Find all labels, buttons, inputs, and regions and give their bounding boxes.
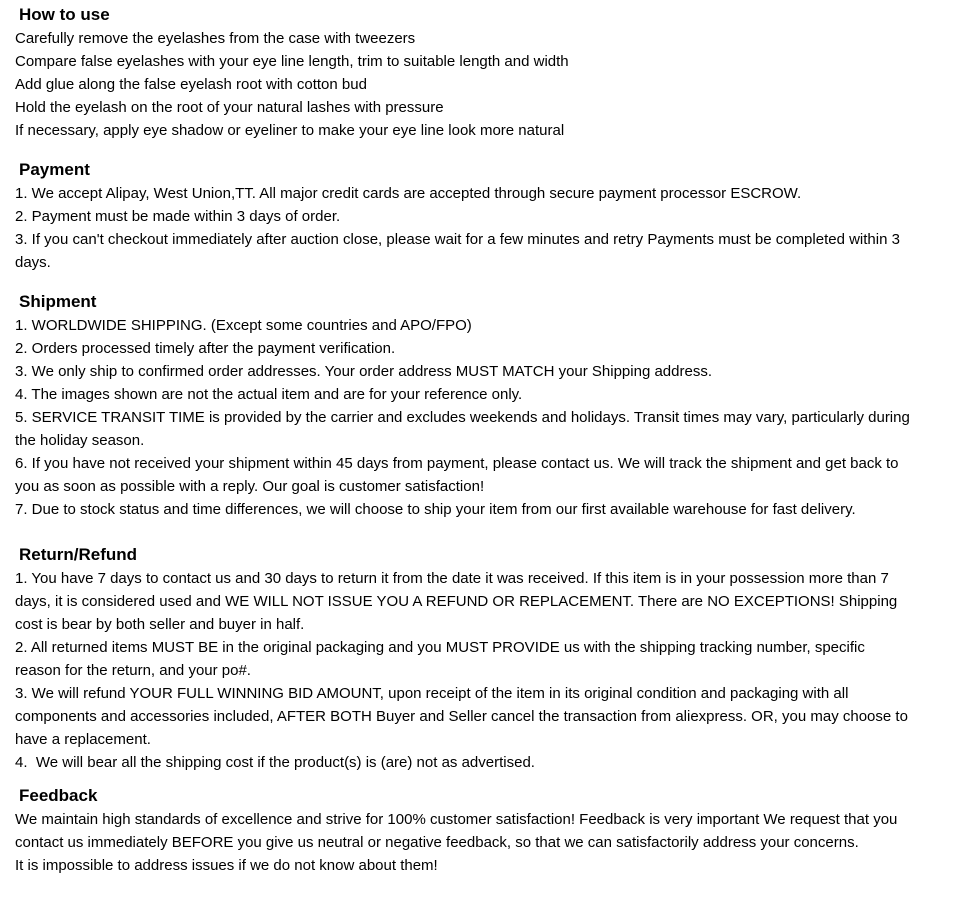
text-line: have a replacement.: [15, 731, 151, 748]
text-line: 2. Payment must be made within 3 days of order.: [15, 208, 341, 225]
section-shipment: [15, 290, 952, 521]
section-return-refund: [15, 543, 952, 774]
text-line: 3. We will refund YOUR FULL WINNING BID AMOUNT, upon receipt of the item in its original condition and packaging with all: [15, 685, 849, 702]
text-line: 3. We only ship to confirmed order addresses. Your order address MUST MATCH your Shipping address.: [15, 363, 712, 380]
text-line: Add glue along the false eyelash root with cotton bud: [15, 76, 367, 93]
section-heading-return-refund: Return/Refund: [19, 545, 138, 564]
section-payment: [15, 158, 952, 274]
text-line: the holiday season.: [15, 432, 145, 449]
section-feedback: [15, 784, 952, 877]
text-line: contact us immediately BEFORE you give us neutral or negative feedback, so that we can satisfactorily address your concerns.: [15, 834, 859, 851]
text-line: If necessary, apply eye shadow or eyeliner to make your eye line look more natural: [15, 122, 565, 139]
text-line: 1. WORLDWIDE SHIPPING. (Except some countries and APO/FPO): [15, 317, 472, 334]
text-line: 4. The images shown are not the actual item and are for your reference only.: [15, 386, 523, 403]
text-line: 3. If you can't checkout immediately after auction close, please wait for a few minutes and retry Payments must be completed within 3: [15, 231, 900, 248]
section-heading-how-to-use: How to use: [19, 5, 110, 24]
text-line: We maintain high standards of excellence and strive for 100% customer satisfaction! Feedback is very important We request that you: [15, 811, 898, 828]
section-heading-shipment: Shipment: [19, 292, 97, 311]
section-heading-payment: Payment: [19, 160, 90, 179]
text-line: 2. All returned items MUST BE in the original packaging and you MUST PROVIDE us with the shipping tracking number, specific: [15, 639, 865, 656]
text-line: reason for the return, and your po#.: [15, 662, 251, 679]
text-line: It is impossible to address issues if we do not know about them!: [15, 857, 438, 874]
text-line: 6. If you have not received your shipment within 45 days from payment, please contact us. We will track the shipment and get back to: [15, 455, 899, 472]
section-how-to-use: [15, 3, 952, 142]
text-line: 1. You have 7 days to contact us and 30 days to return it from the date it was received. If this item is in your possession more than 7: [15, 570, 889, 587]
text-line: days.: [15, 254, 51, 271]
text-line: 5. SERVICE TRANSIT TIME is provided by the carrier and excludes weekends and holidays. Transit times may vary, particularly during: [15, 409, 910, 426]
text-line: you as soon as possible with a reply. Our goal is customer satisfaction!: [15, 478, 485, 495]
text-line: Hold the eyelash on the root of your natural lashes with pressure: [15, 99, 444, 116]
text-line: Carefully remove the eyelashes from the case with tweezers: [15, 30, 416, 47]
text-line: Compare false eyelashes with your eye line length, trim to suitable length and width: [15, 53, 569, 70]
text-line: 7. Due to stock status and time differences, we will choose to ship your item from our first available warehouse for fast delivery.: [15, 501, 856, 518]
text-line: 4. We will bear all the shipping cost if the product(s) is (are) not as advertised.: [15, 754, 535, 771]
text-line: days, it is considered used and WE WILL NOT ISSUE YOU A REFUND OR REPLACEMENT. There are NO EXCEPTIONS! Shipping: [15, 593, 898, 610]
section-heading-feedback: Feedback: [19, 786, 98, 805]
text-line: 1. We accept Alipay, West Union,TT. All major credit cards are accepted through secure payment processor ESCROW.: [15, 185, 802, 202]
text-line: cost is bear by both seller and buyer in half.: [15, 616, 305, 633]
text-line: 2. Orders processed timely after the payment verification.: [15, 340, 396, 357]
text-line: components and accessories included, AFTER BOTH Buyer and Seller cancel the transaction from aliexpress. OR, you may choose to: [15, 708, 908, 725]
